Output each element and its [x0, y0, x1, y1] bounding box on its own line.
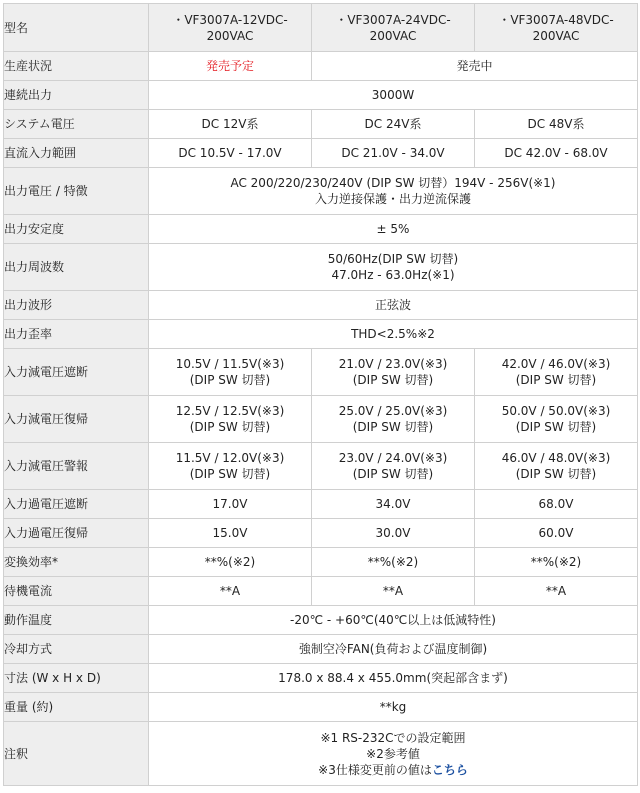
row-status: [4, 52, 638, 81]
output-frequency-value: 50/60Hz(DIP SW 切替) 47.0Hz - 63.0Hz(※1): [149, 244, 638, 291]
input-over-recovery-12v: 15.0V: [149, 519, 312, 548]
row-input-low-alarm: [4, 443, 638, 490]
output-stability-value: ± 5%: [149, 215, 638, 244]
row-label-input-low-cutoff: 入力減電圧遮断: [4, 349, 149, 396]
output-waveform-value: 正弦波: [149, 291, 638, 320]
row-output-stability: [4, 215, 638, 244]
spec-table: [3, 3, 638, 786]
status-on-sale: 発売中: [312, 52, 638, 81]
input-low-alarm-24v: 23.0V / 24.0V(※3) (DIP SW 切替): [312, 443, 475, 490]
row-output-waveform: [4, 291, 638, 320]
efficiency-24v: **%(※2): [312, 548, 475, 577]
row-label-continuous-output: 連続出力: [4, 81, 149, 110]
row-continuous-output: [4, 81, 638, 110]
input-low-cutoff-24v: 21.0V / 23.0V(※3) (DIP SW 切替): [312, 349, 475, 396]
standby-current-12v: **A: [149, 577, 312, 606]
row-label-input-over-cutoff: 入力過電圧遮断: [4, 490, 149, 519]
input-low-recovery-24v: 25.0V / 25.0V(※3) (DIP SW 切替): [312, 396, 475, 443]
standby-current-24v: **A: [312, 577, 475, 606]
continuous-output-value: 3000W: [149, 81, 638, 110]
model-header-12v: ・VF3007A-12VDC- 200VAC: [149, 4, 312, 52]
row-label-output-waveform: 出力波形: [4, 291, 149, 320]
model-header-48v: ・VF3007A-48VDC- 200VAC: [475, 4, 638, 52]
previous-spec-link[interactable]: こちら: [431, 762, 468, 777]
input-low-alarm-12v: 11.5V / 12.0V(※3) (DIP SW 切替): [149, 443, 312, 490]
row-label-output-voltage: 出力電圧 / 特徴: [4, 168, 149, 215]
input-low-recovery-48v: 50.0V / 50.0V(※3) (DIP SW 切替): [475, 396, 638, 443]
row-output-voltage: [4, 168, 638, 215]
row-label-notes: 注釈: [4, 722, 149, 786]
row-label-output-distortion: 出力歪率: [4, 320, 149, 349]
row-label-efficiency: 変換効率*: [4, 548, 149, 577]
row-label-input-low-alarm: 入力減電圧警報: [4, 443, 149, 490]
input-over-cutoff-12v: 17.0V: [149, 490, 312, 519]
status-planned: 発売予定: [149, 52, 312, 81]
row-label-standby-current: 待機電流: [4, 577, 149, 606]
row-label-dc-input-range: 直流入力範囲: [4, 139, 149, 168]
row-dc-input-range: [4, 139, 638, 168]
system-voltage-24v: DC 24V系: [312, 110, 475, 139]
row-dimensions: [4, 664, 638, 693]
note-1: ※1 RS-232Cでの設定範囲: [320, 730, 466, 745]
operating-temp-value: -20℃ - +60℃(40℃以上は低減特性): [149, 606, 638, 635]
output-voltage-value: AC 200/220/230/240V (DIP SW 切替）194V - 256V(※1) 入力逆接保護・出力逆流保護: [149, 168, 638, 215]
system-voltage-48v: DC 48V系: [475, 110, 638, 139]
input-over-recovery-24v: 30.0V: [312, 519, 475, 548]
row-label-system-voltage: システム電圧: [4, 110, 149, 139]
dc-input-range-24v: DC 21.0V - 34.0V: [312, 139, 475, 168]
input-over-recovery-48v: 60.0V: [475, 519, 638, 548]
model-header-24v: ・VF3007A-24VDC- 200VAC: [312, 4, 475, 52]
input-low-cutoff-12v: 10.5V / 11.5V(※3) (DIP SW 切替): [149, 349, 312, 396]
row-label-input-over-recovery: 入力過電圧復帰: [4, 519, 149, 548]
row-model: [4, 4, 638, 52]
row-label-operating-temp: 動作温度: [4, 606, 149, 635]
row-label-output-frequency: 出力周波数: [4, 244, 149, 291]
row-label-input-low-recovery: 入力減電圧復帰: [4, 396, 149, 443]
standby-current-48v: **A: [475, 577, 638, 606]
row-system-voltage: [4, 110, 638, 139]
row-notes: [4, 722, 638, 786]
dc-input-range-12v: DC 10.5V - 17.0V: [149, 139, 312, 168]
row-cooling: [4, 635, 638, 664]
row-standby-current: [4, 577, 638, 606]
efficiency-48v: **%(※2): [475, 548, 638, 577]
row-label-weight: 重量 (約): [4, 693, 149, 722]
row-label-status: 生産状況: [4, 52, 149, 81]
row-output-frequency: [4, 244, 638, 291]
row-weight: [4, 693, 638, 722]
notes-value: [149, 722, 638, 786]
row-input-over-cutoff: [4, 490, 638, 519]
cooling-value: 強制空冷FAN(負荷および温度制御): [149, 635, 638, 664]
row-label-dimensions: 寸法 (W x H x D): [4, 664, 149, 693]
note-2: ※2参考値: [366, 746, 420, 761]
input-low-recovery-12v: 12.5V / 12.5V(※3) (DIP SW 切替): [149, 396, 312, 443]
input-over-cutoff-24v: 34.0V: [312, 490, 475, 519]
row-efficiency: [4, 548, 638, 577]
efficiency-12v: **%(※2): [149, 548, 312, 577]
row-input-low-recovery: [4, 396, 638, 443]
input-over-cutoff-48v: 68.0V: [475, 490, 638, 519]
output-distortion-value: THD<2.5%※2: [149, 320, 638, 349]
note-3: ※3仕様変更前の値はこちら: [318, 762, 468, 777]
row-output-distortion: [4, 320, 638, 349]
dc-input-range-48v: DC 42.0V - 68.0V: [475, 139, 638, 168]
row-input-low-cutoff: [4, 349, 638, 396]
system-voltage-12v: DC 12V系: [149, 110, 312, 139]
row-label-output-stability: 出力安定度: [4, 215, 149, 244]
row-operating-temp: [4, 606, 638, 635]
row-label-model: 型名: [4, 4, 149, 52]
input-low-alarm-48v: 46.0V / 48.0V(※3) (DIP SW 切替): [475, 443, 638, 490]
dimensions-value: 178.0 x 88.4 x 455.0mm(突起部含まず): [149, 664, 638, 693]
row-label-cooling: 冷却方式: [4, 635, 149, 664]
weight-value: **kg: [149, 693, 638, 722]
row-input-over-recovery: [4, 519, 638, 548]
input-low-cutoff-48v: 42.0V / 46.0V(※3) (DIP SW 切替): [475, 349, 638, 396]
